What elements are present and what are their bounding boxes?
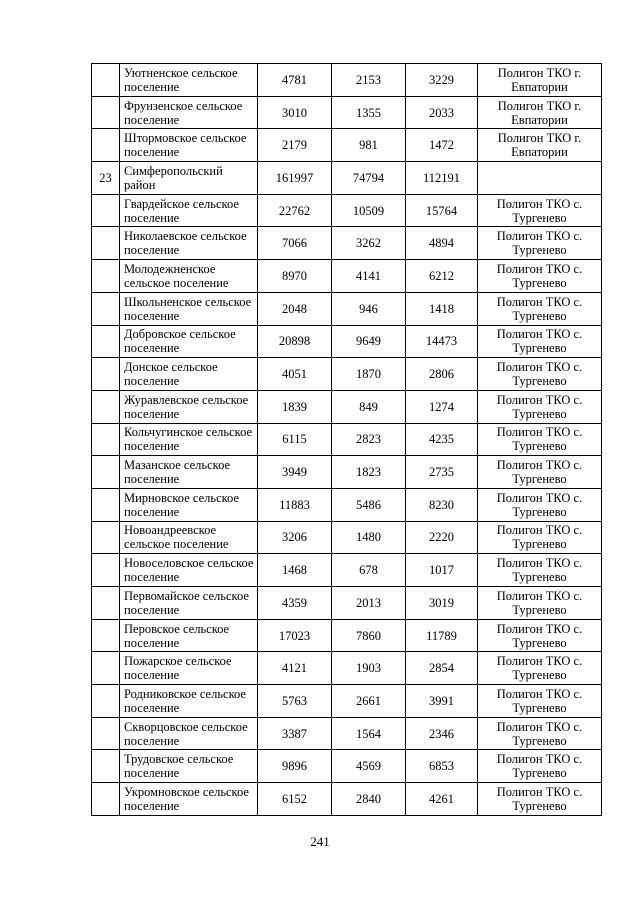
row-number-cell — [92, 587, 120, 620]
value-cell-2: 1903 — [332, 652, 406, 685]
landfill-cell: Полигон ТКО с. Тургенево — [478, 521, 602, 554]
value-cell-1: 161997 — [258, 162, 332, 195]
value-cell-3: 4894 — [406, 227, 478, 260]
value-cell-3: 11789 — [406, 619, 478, 652]
row-number-cell — [92, 456, 120, 489]
landfill-cell: Полигон ТКО с. Тургенево — [478, 358, 602, 391]
value-cell-2: 5486 — [332, 488, 406, 521]
settlement-name-cell: Журавлевское сельское поселение — [120, 390, 258, 423]
table-row — [92, 619, 602, 652]
settlement-name-cell: Мирновское сельское поселение — [120, 488, 258, 521]
value-cell-2: 1823 — [332, 456, 406, 489]
data-table — [91, 63, 602, 816]
row-number-cell — [92, 358, 120, 391]
landfill-cell: Полигон ТКО с. Тургенево — [478, 423, 602, 456]
landfill-cell: Полигон ТКО с. Тургенево — [478, 717, 602, 750]
row-number-cell — [92, 750, 120, 783]
value-cell-2: 1480 — [332, 521, 406, 554]
row-number-cell — [92, 390, 120, 423]
value-cell-1: 8970 — [258, 260, 332, 293]
value-cell-1: 7066 — [258, 227, 332, 260]
value-cell-1: 6152 — [258, 783, 332, 816]
landfill-cell — [478, 162, 602, 195]
value-cell-1: 3010 — [258, 96, 332, 129]
value-cell-2: 849 — [332, 390, 406, 423]
table-body — [92, 64, 602, 816]
value-cell-3: 3991 — [406, 685, 478, 718]
value-cell-3: 1472 — [406, 129, 478, 162]
settlement-name-cell: Штормовское сельское поселение — [120, 129, 258, 162]
value-cell-1: 2048 — [258, 292, 332, 325]
row-number-cell — [92, 521, 120, 554]
row-number-cell — [92, 783, 120, 816]
settlement-name-cell: Гвардейское сельское поселение — [120, 194, 258, 227]
table-row — [92, 325, 602, 358]
value-cell-2: 1355 — [332, 96, 406, 129]
row-number-cell — [92, 325, 120, 358]
row-number-cell — [92, 129, 120, 162]
value-cell-2: 4141 — [332, 260, 406, 293]
value-cell-1: 3387 — [258, 717, 332, 750]
row-number-cell — [92, 260, 120, 293]
value-cell-1: 11883 — [258, 488, 332, 521]
value-cell-2: 74794 — [332, 162, 406, 195]
value-cell-1: 3949 — [258, 456, 332, 489]
value-cell-2: 3262 — [332, 227, 406, 260]
value-cell-3: 1017 — [406, 554, 478, 587]
value-cell-2: 1564 — [332, 717, 406, 750]
table-row — [92, 456, 602, 489]
landfill-cell: Полигон ТКО с. Тургенево — [478, 619, 602, 652]
value-cell-1: 1468 — [258, 554, 332, 587]
landfill-cell: Полигон ТКО с. Тургенево — [478, 685, 602, 718]
value-cell-1: 4781 — [258, 64, 332, 97]
row-number-cell — [92, 652, 120, 685]
table-row — [92, 685, 602, 718]
settlement-name-cell: Первомайское сельское поселение — [120, 587, 258, 620]
row-number-cell — [92, 488, 120, 521]
value-cell-1: 3206 — [258, 521, 332, 554]
settlement-name-cell: Новоселовское сельское поселение — [120, 554, 258, 587]
value-cell-3: 112191 — [406, 162, 478, 195]
value-cell-1: 5763 — [258, 685, 332, 718]
landfill-cell: Полигон ТКО с. Тургенево — [478, 783, 602, 816]
settlement-name-cell: Мазанское сельское поселение — [120, 456, 258, 489]
value-cell-3: 2346 — [406, 717, 478, 750]
landfill-cell: Полигон ТКО с. Тургенево — [478, 456, 602, 489]
table-row — [92, 423, 602, 456]
settlement-name-cell: Кольчугинское сельское поселение — [120, 423, 258, 456]
settlement-name-cell: Укромновское сельское поселение — [120, 783, 258, 816]
settlement-name-cell: Николаевское сельское поселение — [120, 227, 258, 260]
value-cell-2: 2153 — [332, 64, 406, 97]
landfill-cell: Полигон ТКО с. Тургенево — [478, 652, 602, 685]
table-row — [92, 488, 602, 521]
value-cell-3: 6212 — [406, 260, 478, 293]
row-number-cell — [92, 96, 120, 129]
table-row — [92, 783, 602, 816]
table-row — [92, 292, 602, 325]
table-row — [92, 64, 602, 97]
settlement-name-cell: Школьненское сельское поселение — [120, 292, 258, 325]
landfill-cell: Полигон ТКО с. Тургенево — [478, 390, 602, 423]
value-cell-3: 8230 — [406, 488, 478, 521]
value-cell-3: 6853 — [406, 750, 478, 783]
value-cell-2: 2013 — [332, 587, 406, 620]
table-row — [92, 652, 602, 685]
settlement-name-cell: Трудовское сельское поселение — [120, 750, 258, 783]
value-cell-2: 2840 — [332, 783, 406, 816]
settlement-name-cell: Симферопольский район — [120, 162, 258, 195]
table-row — [92, 554, 602, 587]
row-number-cell — [92, 619, 120, 652]
value-cell-3: 14473 — [406, 325, 478, 358]
table-row — [92, 521, 602, 554]
value-cell-3: 4235 — [406, 423, 478, 456]
table-row — [92, 260, 602, 293]
row-number-cell: 23 — [92, 162, 120, 195]
settlement-name-cell: Скворцовское сельское поселение — [120, 717, 258, 750]
settlement-name-cell: Родниковское сельское поселение — [120, 685, 258, 718]
settlement-name-cell: Молодежненское сельское поселение — [120, 260, 258, 293]
settlement-name-cell: Пожарское сельское поселение — [120, 652, 258, 685]
row-number-cell — [92, 227, 120, 260]
table-row — [92, 750, 602, 783]
landfill-cell: Полигон ТКО г. Евпатории — [478, 96, 602, 129]
settlement-name-cell: Фрунзенское сельское поселение — [120, 96, 258, 129]
table-row — [92, 227, 602, 260]
table-row — [92, 587, 602, 620]
value-cell-2: 10509 — [332, 194, 406, 227]
value-cell-2: 678 — [332, 554, 406, 587]
value-cell-3: 3229 — [406, 64, 478, 97]
settlement-name-cell: Уютненское сельское поселение — [120, 64, 258, 97]
landfill-cell: Полигон ТКО с. Тургенево — [478, 750, 602, 783]
settlement-name-cell: Донское сельское поселение — [120, 358, 258, 391]
value-cell-2: 981 — [332, 129, 406, 162]
landfill-cell: Полигон ТКО с. Тургенево — [478, 488, 602, 521]
table-row — [92, 162, 602, 195]
table-row — [92, 358, 602, 391]
value-cell-3: 4261 — [406, 783, 478, 816]
row-number-cell — [92, 292, 120, 325]
settlement-name-cell: Добровское сельское поселение — [120, 325, 258, 358]
value-cell-1: 1839 — [258, 390, 332, 423]
landfill-cell: Полигон ТКО с. Тургенево — [478, 554, 602, 587]
value-cell-3: 2735 — [406, 456, 478, 489]
value-cell-2: 946 — [332, 292, 406, 325]
landfill-cell: Полигон ТКО г. Евпатории — [478, 129, 602, 162]
value-cell-3: 2033 — [406, 96, 478, 129]
value-cell-2: 2661 — [332, 685, 406, 718]
value-cell-2: 2823 — [332, 423, 406, 456]
value-cell-1: 22762 — [258, 194, 332, 227]
value-cell-2: 9649 — [332, 325, 406, 358]
table-row — [92, 129, 602, 162]
landfill-cell: Полигон ТКО г. Евпатории — [478, 64, 602, 97]
table-row — [92, 194, 602, 227]
value-cell-1: 4051 — [258, 358, 332, 391]
value-cell-3: 15764 — [406, 194, 478, 227]
value-cell-1: 4359 — [258, 587, 332, 620]
row-number-cell — [92, 423, 120, 456]
value-cell-2: 1870 — [332, 358, 406, 391]
value-cell-1: 20898 — [258, 325, 332, 358]
settlement-name-cell: Новоандреевское сельское поселение — [120, 521, 258, 554]
value-cell-1: 6115 — [258, 423, 332, 456]
row-number-cell — [92, 64, 120, 97]
value-cell-3: 2806 — [406, 358, 478, 391]
landfill-cell: Полигон ТКО с. Тургенево — [478, 587, 602, 620]
row-number-cell — [92, 554, 120, 587]
row-number-cell — [92, 194, 120, 227]
table-row — [92, 96, 602, 129]
settlement-name-cell: Перовское сельское поселение — [120, 619, 258, 652]
row-number-cell — [92, 717, 120, 750]
value-cell-3: 3019 — [406, 587, 478, 620]
landfill-cell: Полигон ТКО с. Тургенево — [478, 260, 602, 293]
page-number: 241 — [310, 834, 330, 849]
value-cell-3: 2854 — [406, 652, 478, 685]
value-cell-1: 9896 — [258, 750, 332, 783]
value-cell-1: 4121 — [258, 652, 332, 685]
landfill-cell: Полигон ТКО с. Тургенево — [478, 227, 602, 260]
landfill-cell: Полигон ТКО с. Тургенево — [478, 325, 602, 358]
landfill-cell: Полигон ТКО с. Тургенево — [478, 194, 602, 227]
value-cell-3: 1274 — [406, 390, 478, 423]
value-cell-1: 2179 — [258, 129, 332, 162]
landfill-cell: Полигон ТКО с. Тургенево — [478, 292, 602, 325]
row-number-cell — [92, 685, 120, 718]
value-cell-1: 17023 — [258, 619, 332, 652]
value-cell-3: 2220 — [406, 521, 478, 554]
table-row — [92, 390, 602, 423]
value-cell-2: 4569 — [332, 750, 406, 783]
value-cell-3: 1418 — [406, 292, 478, 325]
value-cell-2: 7860 — [332, 619, 406, 652]
table-row — [92, 717, 602, 750]
